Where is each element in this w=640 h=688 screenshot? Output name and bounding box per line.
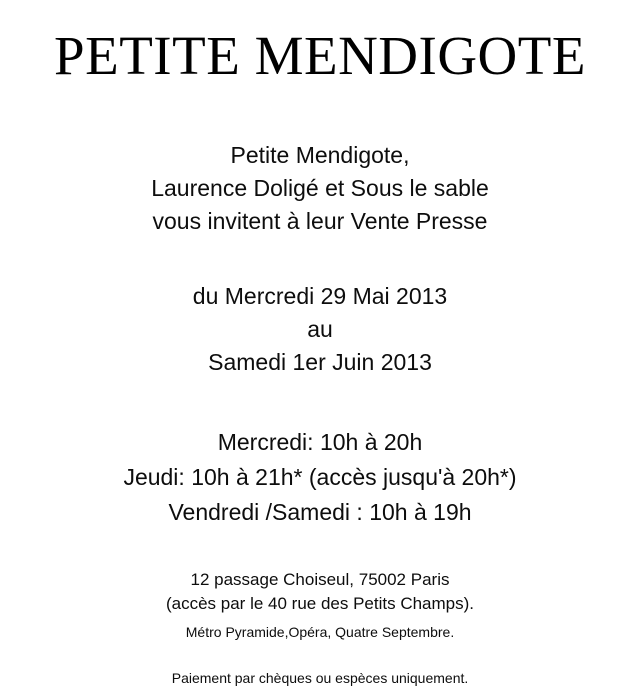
date-separator: au	[307, 316, 333, 342]
address-block	[0, 568, 640, 616]
address-line-2: (accès par le 40 rue des Petits Champs).	[165, 594, 475, 613]
payment-info: Paiement par chèques ou espèces uniquement.	[171, 670, 469, 686]
intro-block	[0, 139, 640, 238]
dates-block	[0, 280, 640, 379]
hours-block	[0, 425, 640, 530]
hours-wednesday: Mercredi: 10h à 20h	[217, 429, 423, 455]
hours-thursday: Jeudi: 10h à 21h* (accès jusqu'à 20h*)	[123, 464, 517, 490]
address-line-1: 12 passage Choiseul, 75002 Paris	[190, 570, 450, 589]
hours-friday-saturday: Vendredi /Samedi : 10h à 19h	[168, 499, 472, 525]
date-start: du Mercredi 29 Mai 2013	[192, 283, 448, 309]
intro-line-3: vous invitent à leur Vente Presse	[152, 208, 488, 234]
intro-line-2: Laurence Doligé et Sous le sable	[151, 175, 489, 201]
metro-info: Métro Pyramide,Opéra, Quatre Septembre.	[185, 624, 455, 640]
intro-line-1: Petite Mendigote,	[230, 142, 410, 168]
date-end: Samedi 1er Juin 2013	[208, 349, 432, 375]
page-title: PETITE MENDIGOTE	[54, 25, 586, 86]
